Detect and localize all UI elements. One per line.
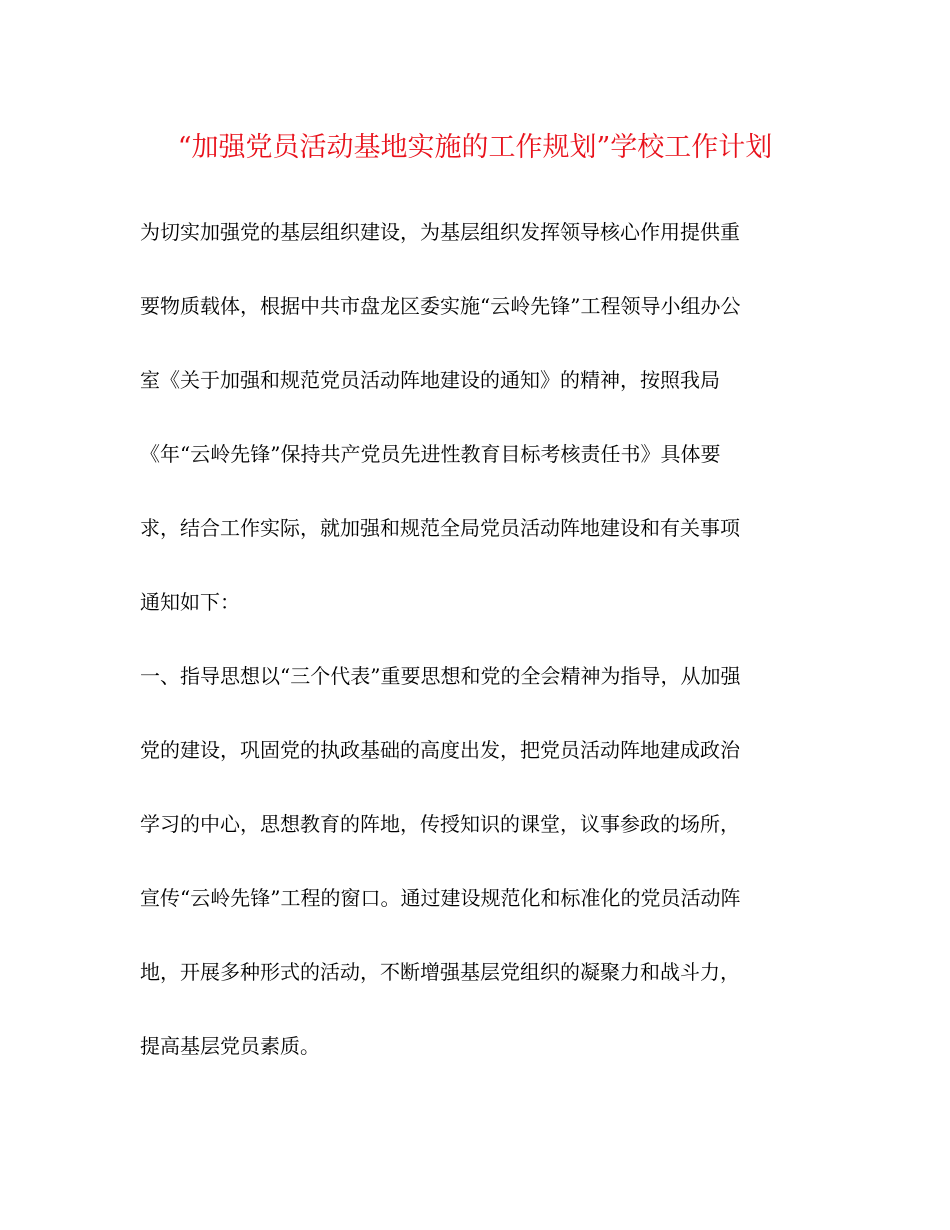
body-line: 要物质载体，根据中共市盘龙区委实施“云岭先锋”工程领导小组办公 <box>140 294 741 318</box>
body-line: 室《关于加强和规范党员活动阵地建设的通知》的精神，按照我局 <box>140 368 720 392</box>
body-line: 党的建设，巩固党的执政基础的高度出发，把党员活动阵地建成政治 <box>140 738 740 762</box>
body-line: 宣传“云岭先锋”工程的窗口。通过建设规范化和标准化的党员活动阵 <box>140 886 741 910</box>
document-title: “加强党员活动基地实施的工作规划”学校工作计划 <box>177 132 773 163</box>
body-line: 学习的中心，思想教育的阵地，传授知识的课堂，议事参政的场所， <box>140 812 740 836</box>
body-line: 一、指导思想以“三个代表”重要思想和党的全会精神为指导，从加强 <box>140 664 741 688</box>
body-line: 为切实加强党的基层组织建设，为基层组织发挥领导核心作用提供重 <box>140 220 740 244</box>
body-line: 求，结合工作实际，就加强和规范全局党员活动阵地建设和有关事项 <box>140 516 740 540</box>
body-line: 提高基层党员素质。 <box>140 1034 320 1058</box>
document-body <box>140 210 820 1098</box>
body-line: 《年“云岭先锋”保持共产党员先进性教育目标考核责任书》具体要 <box>140 442 721 466</box>
body-line: 通知如下： <box>140 590 240 614</box>
body-line: 地，开展多种形式的活动，不断增强基层党组织的凝聚力和战斗力， <box>140 960 740 984</box>
